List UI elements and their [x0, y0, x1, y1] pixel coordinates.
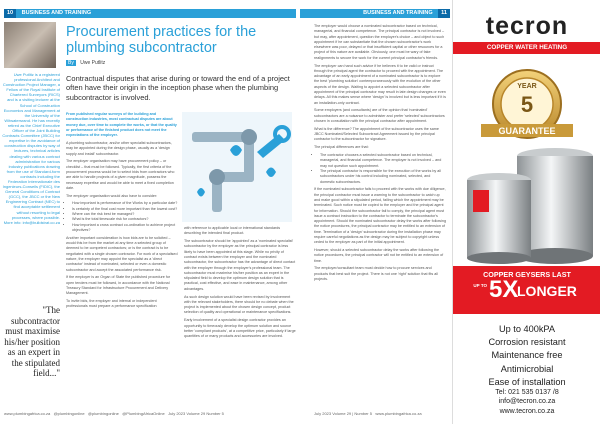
right-footer	[314, 411, 422, 416]
left-section-label: BUSINESS AND TRAINING	[21, 10, 92, 16]
feature-list	[453, 323, 600, 389]
ad-tagline: COPPER WATER HEATING	[453, 42, 600, 54]
geyser-product-image	[459, 60, 595, 264]
facebook-handle[interactable]: @plumbingonline	[87, 411, 119, 416]
twitter-handle[interactable]: @plumbingonline	[53, 411, 85, 416]
list-item: • Is certainty of the final cost more important than the lowest cost?	[72, 207, 178, 212]
paragraph: What is the difference? The appointment of the subcontractor uses the same JBCC Nominated/Selected Subcontract Agreement issued by the principal contractor to the subcontractor for signature.	[314, 126, 439, 142]
ad-claim-band	[453, 266, 600, 314]
issue-label: July 2023 Volume 29 Number 5	[168, 411, 224, 416]
linkedin-handle[interactable]: @PlumbingAfricaOnline	[122, 411, 165, 416]
paragraph: If the employer is an Organ of State the published procedure for open tenders must be followed, in accordance with the National Treasury Standard for Infrastructure Procurement and Delivery Management.	[66, 275, 171, 296]
ad-website[interactable]: www.tecron.co.za	[499, 407, 555, 415]
article-intro: Contractual disputes that arise during or toward the end of a project often have their origin in the inception phase when the plumbing subcontractor is involved.	[66, 74, 290, 102]
column-1	[66, 112, 178, 312]
right-page-number: 11	[438, 9, 450, 18]
paragraph: The subcontractor should be 'appointed' as a 'nominated specialist' subcontractor by the employer as the principal contractor is less likely to have been appointed at this stage. While no privity of contract exists between the employer and the nominated subcontractor, the subcontractor has the advantage of direct contact with the employer through the employer's professional team. The subcontractor must maximise his/her position as an expert in the stipulated field to develop the optimum design solution that is practical, cost effective, and ease in maintenance, among other advantages.	[184, 239, 296, 291]
badge-number: 5	[520, 92, 534, 117]
paragraph: Early involvement of a specialist design contractor provides an opportunity to timeously develop the optimum solution and source better 'compliant products', at a competitive price, particularly if large quantities of or many products and accessories are involved.	[184, 318, 296, 339]
byline-label: By	[68, 60, 74, 66]
byline	[66, 60, 105, 66]
badge-ribbon: GUARANTEE	[498, 126, 556, 136]
author-bio: Uwe Putlitz is a registered professional Architect and Construction Project Manager, a Fellow of the Royal Institute of Chartered Surveyors (RICS) and is a visiting lecturer at the School of Construction Economics and Management at the University of the Witwatersrand. He has recently retired as the Chief Executive Officer of the Joint Building Contracts Committee (JBCC) for expertise in the avoidance of construction disputes by way of lectures, technical articles dealing with various contract administration for various industry publications drawing from the use of Standard-form contracts including the Federation Internationale des Ingenieurs-Conseils (FIDIC), the General Conditions of Contract (GCC), the JBCC or the New Engineering Contract (NEC) to find acceptable settlement without resorting to legal processes, where possible. More info: info@bulldstrat.co.za	[2, 72, 60, 225]
paragraph: The principal differences are that:	[314, 145, 369, 150]
list-item: • How important is performance of the Works by a particular date?	[72, 201, 178, 206]
paragraph: The employer can hand such advice if he believes it to be valid or instruct through the principal agent the contractor to proceed with the appointment. The advantage of an early appointment of a nominated subcontractor is to explore the best 'plumbing solution' contemporaneously with the evolution of the other aspects of the design. Waiting to appoint a selected subcontractor after appointment of the principal contractor may result in late design changes or even delays. All this makes sense where 'design' is involved but is less important if it is an installation-only contract.	[314, 63, 446, 105]
left-page-number: 10	[4, 9, 16, 18]
plumbing-illustration	[182, 112, 292, 222]
feature-item: Ease of installation	[488, 376, 566, 387]
differences-list	[314, 153, 446, 185]
paragraph: Some employers (and consultants) are of the opinion that 'nominated' subcontractors are a nuisance to administer and prefer 'selected' subcontractors chosen in consultation with the principal contractor after appointment.	[314, 108, 445, 124]
considerations-list	[66, 201, 178, 233]
paragraph: The employer organisation may have procurement policy – or checklist – that must be followed. Typically, the first criteria of the procurement process would be to select bids from contractors who are able to handle projects of a given magnitude, possess the necessary expertise and would be able to meet a fixed completion date.	[66, 159, 175, 190]
paragraph: If the nominated subcontractor fails to proceed with the works with due diligence, the principal contractor must issue a warning to the subcontractor to catch up and make good within a stipulated period, failing which the appointment may be terminated. Such notice must be copied to the employer and the principal agent for information. Should the subcontractor fail to comply, the principal agent must issue a contract instruction to the contractor to terminate the subcontractor's appointment. Should the nominated subcontractor delay the works after following the notice procedures, the principal contractor may be entitled to an extension of time. Termination of a 'design' subcontractor during the installation phase may require careful negotiations as the design may be subject to copyright unless ceded to the employer as part of the initial appointment.	[314, 187, 447, 245]
column-2	[184, 226, 296, 342]
feature-item: Maintenance free	[491, 350, 563, 361]
paragraph: The employer organisation would also have to consider:	[66, 193, 158, 198]
band-headline: COPPER GEYSERS LAST	[483, 270, 571, 279]
list-item: • What is the total timescale risk for contractors?	[72, 217, 178, 222]
feature-item: Corrosion resistant	[488, 337, 566, 348]
tecron-logo: tecron	[485, 12, 569, 40]
feature-item: Antimicrobial	[500, 363, 554, 374]
pull-quote: "The subcontractor must maximise his/her position as an expert in the stipulated field..."	[4, 305, 60, 378]
badge-year: YEAR	[517, 83, 537, 90]
band-longer: LONGER	[517, 283, 577, 299]
paragraph: The employer/consultant team must decide how to procure services and products that best suit the project. There is not one 'right' solution that fits all projects.	[314, 266, 438, 282]
paragraph: As such design solution would have been revised by involvement with the relevant stakeholders, there should be no debate when the project is implemented about the chosen design concept, product selection of quality and operational or maintenance specifications.	[184, 294, 294, 315]
band-number: 5X	[489, 276, 519, 303]
list-item: • Where can the risk best be managed?	[72, 212, 178, 217]
paragraph: A plumbing subcontractor, and/or other specialist subcontractors, may be appointed during the design phase, usually as a 'design supply and install' subcontractor.	[66, 140, 172, 156]
footer-site-link[interactable]: www.plumbingafrica.co.za	[375, 411, 422, 416]
paragraph: However, should a selected subcontractor delay the works after following the notice procedures, the principal contractor will not be entitled to an extension of time.	[314, 248, 444, 263]
paragraph: Another important consideration is how bids are to be solicited – would this be from the market at any time a selected group of deemed to be competent contractors; or is the contract is to be negotiated with a single chosen contractor. For work of a specialised nature, the employer may appoint the specialist as a 'direct contractor' instead of nominated, selected or even a domestic subcontractor and accept the associated performance risk.	[66, 235, 178, 272]
article-title: Procurement practices for the plumbing subcontractor	[66, 24, 257, 56]
right-page	[300, 0, 452, 424]
band-upto: UP TO	[473, 283, 487, 288]
author-name: Uwe Putlitz	[80, 60, 106, 66]
list-item: • The principal contractor is responsible for the execution of the works by all subcontractors under his control including nominated, selected, and domestic subcontractors.	[320, 169, 446, 185]
lead-paragraph: From published regular surveys of the building and construction industries, most contractual disputes are about money due, over time to complete the works, or that the quality or performance of the finished product does not meet the expectations of the employer.	[66, 112, 177, 138]
ad-email[interactable]: info@tecron.co.za	[498, 398, 556, 406]
ad-phone[interactable]: Tel: 021 535 0137 /8	[495, 389, 559, 396]
left-header-bar	[4, 9, 296, 18]
footer-site-link[interactable]: www.plumbingafrica.co.za	[4, 411, 51, 416]
ad-contact	[453, 388, 600, 416]
issue-label: July 2023 Volume 29 | Number 5	[314, 411, 372, 416]
tecron-advert[interactable]	[452, 0, 600, 424]
column-3	[314, 24, 446, 285]
list-item: • The contractor chooses a selected subcontractor based on technical, managerial, and financial competence. The employer is not involved – and may not question such appointment.	[320, 153, 446, 169]
left-footer	[4, 411, 224, 416]
right-section-label: BUSINESS AND TRAINING	[363, 10, 433, 16]
right-header-bar	[300, 9, 450, 18]
paragraph: with reference to applicable local or international standards describing the intended final product.	[184, 226, 281, 236]
feature-item: Up to 400kPA	[498, 324, 555, 334]
list-item: • How important a cross contract co-ordination to achieve project objectives?	[72, 223, 178, 234]
author-photo	[4, 22, 56, 68]
paragraph: The employer would choose a nominated subcontractor based on technical, managerial, and financial competence. The principal contractor is not involved – but may, after appointment, question the employer's choice – and object to such appointment if he can substantiate that the chosen subcontractor's work elsewhere was poor, delayed or that insufficient capital or other resources for a project of this nature are available. Obviously, one must be wary of fake realignments to secure the work for the current principal contractor's friends.	[314, 24, 445, 60]
paragraph: To invite bids, the employer and internal or independent professionals must prepare a performance specification	[66, 299, 157, 309]
